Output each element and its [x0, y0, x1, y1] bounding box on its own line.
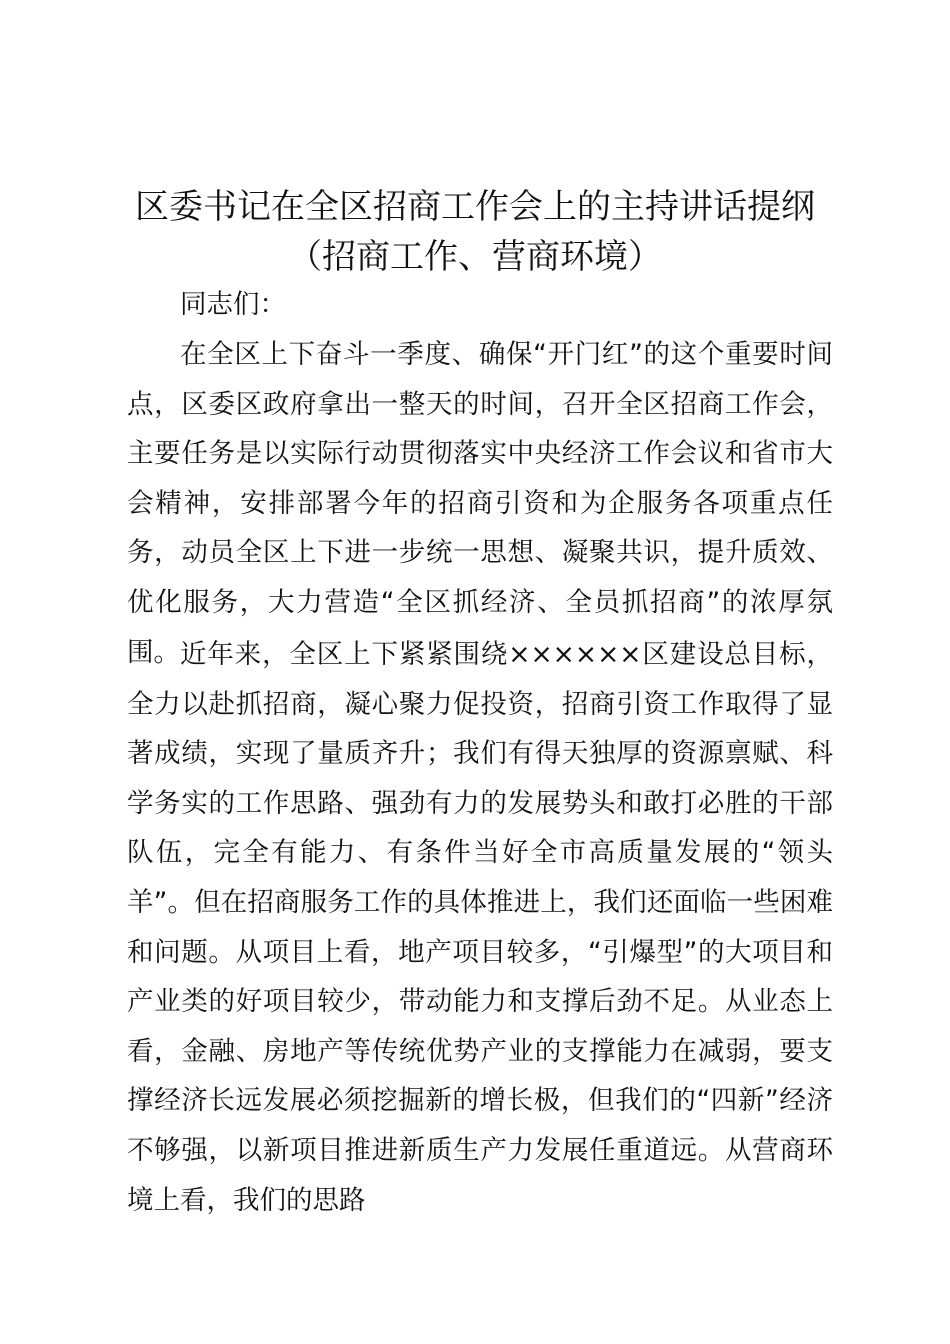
document-title-line-1: 区委书记在全区招商工作会上的主持讲话提纲 [135, 187, 815, 227]
salutation: 同志们： [180, 289, 286, 320]
document-title-line-2: （招商工作、营商环境） [288, 237, 662, 277]
paragraph-1: 在全区上下奋斗一季度、确保“开门红”的这个重要时间点，区委区政府拿出一整天的时间，召开全区招商工作会，主要任务是以实际行动贯彻落实中央经济工作会议和省市大会精神，安排部署今年的招商引资和为企服务各项重点任务，动员全区上下进一步统一思想、凝聚共识，提升质效、优化服务，大力营造“全区抓经济、全员抓招商”的浓厚氛围。 [127, 339, 833, 668]
paragraph-2: 近年来，全区上下紧紧围绕××××××区建设总目标，全力以赴抓招商，凝心聚力促投资，招商引资工作取得了显著成绩，实现了量质齐升；我们有得天独厚的资源禀赋、科学务实的工作思路、强劲有力的发展势头和敢打必胜的干部队伍，完全有能力、有条件当好全市高质量发展的“领头羊”。但在招商服务工作的具体推进上，我们还面临一些困难和问题。从项目上看，地产项目较多，“引爆型”的大项目和产业类的好项目较少，带动能力和支撑后劲不足。从业态上看，金融、房地产等传统优势产业的支撑能力在减弱，要支撑经济长远发展必须挖掘新的增长极，但我们的“四新”经济不够强，以新项目推进新质生产力发展任重道远。从营商环境上看，我们的思路 [127, 639, 833, 1216]
